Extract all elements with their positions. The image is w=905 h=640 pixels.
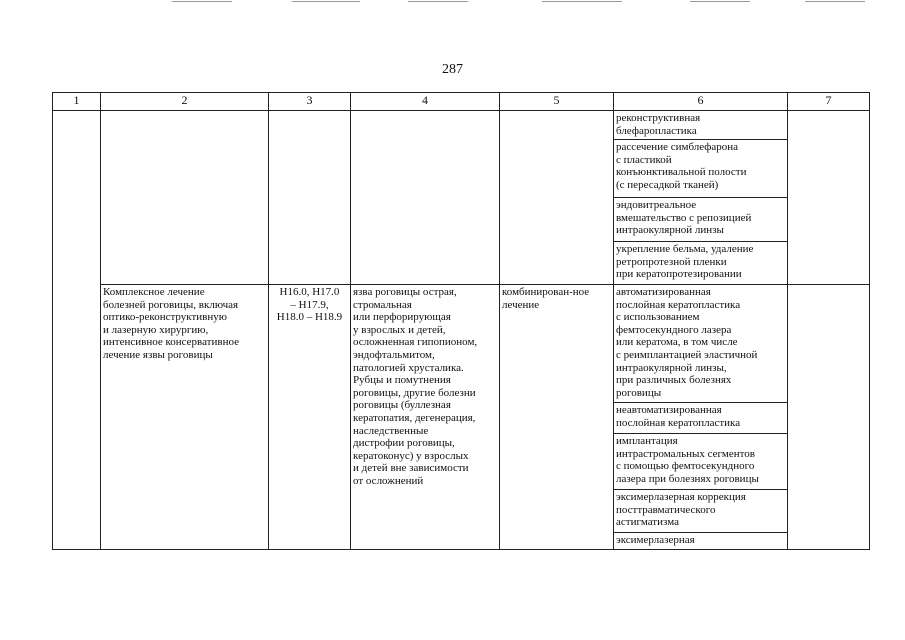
scan-edge-line	[542, 1, 622, 2]
procedure-cell: эндовитреальное вмешательство с репозицией интраокулярной линзы	[614, 198, 788, 242]
procedure-cell: эксимерлазерная коррекция посттравматического астигматизма	[614, 490, 788, 533]
procedures-table	[52, 92, 870, 550]
procedure-cell: эксимерлазерная	[614, 533, 788, 550]
procedure-cell: рассечение симблефарона с пластикой конъюнктивальной полости (с пересадкой тканей)	[614, 140, 788, 198]
treatment-cell: комбинирован-ное лечение	[500, 285, 614, 550]
header-row	[53, 93, 870, 111]
name-cell: Комплексное лечение болезней роговицы, включая оптико-реконструктивную и лазерную хирургию, интенсивное консервативное лечение язвы роговицы	[101, 285, 269, 550]
table-row	[53, 285, 870, 403]
procedure-cell: реконструктивная блефаропластика	[614, 111, 788, 140]
header-cell: 2	[101, 93, 269, 111]
header-cell: 6	[614, 93, 788, 111]
number-cell	[53, 111, 101, 550]
name-cell	[101, 111, 269, 285]
procedure-cell: укрепление бельма, удаление ретропротезной пленки при кератопротезировании	[614, 242, 788, 285]
table-row	[53, 111, 870, 140]
scan-edge-line	[805, 1, 865, 2]
page-number: 287	[442, 62, 463, 77]
model-cell	[351, 111, 500, 285]
procedure-cell: автоматизированная послойная кератопластика с использованием фемтосекундного лазера или кератома, в том числе с реимплантацией эластичной интраокулярной линзы, при различных болезнях роговицы	[614, 285, 788, 403]
header-cell: 3	[269, 93, 351, 111]
header-cell: 1	[53, 93, 101, 111]
cost-cell	[788, 285, 870, 550]
scan-edge-line	[292, 1, 360, 2]
treatment-cell	[500, 111, 614, 285]
scan-edge-line	[172, 1, 232, 2]
header-cell: 5	[500, 93, 614, 111]
scan-edge-line	[408, 1, 468, 2]
codes-cell	[269, 111, 351, 285]
model-cell: язва роговицы острая, стромальная или перфорирующая у взрослых и детей, осложненная гипопионом, эндофтальмитом, патологией хрусталика. Рубцы и помутнения роговицы, другие болезни роговицы (буллезная кератопатия, дегенерация, наследственные дистрофии роговицы, кератоконус) у взрослых и детей вне зависимости от осложнений	[351, 285, 500, 550]
procedure-cell: неавтоматизированная послойная кератопластика	[614, 403, 788, 434]
header-cell: 7	[788, 93, 870, 111]
scan-edge-line	[690, 1, 750, 2]
header-cell: 4	[351, 93, 500, 111]
cost-cell	[788, 111, 870, 285]
procedure-cell: имплантация интрастромальных сегментов с помощью фемтосекундного лазера при болезнях роговицы	[614, 434, 788, 490]
codes-cell: H16.0, H17.0 – H17.9, H18.0 – H18.9	[269, 285, 351, 550]
